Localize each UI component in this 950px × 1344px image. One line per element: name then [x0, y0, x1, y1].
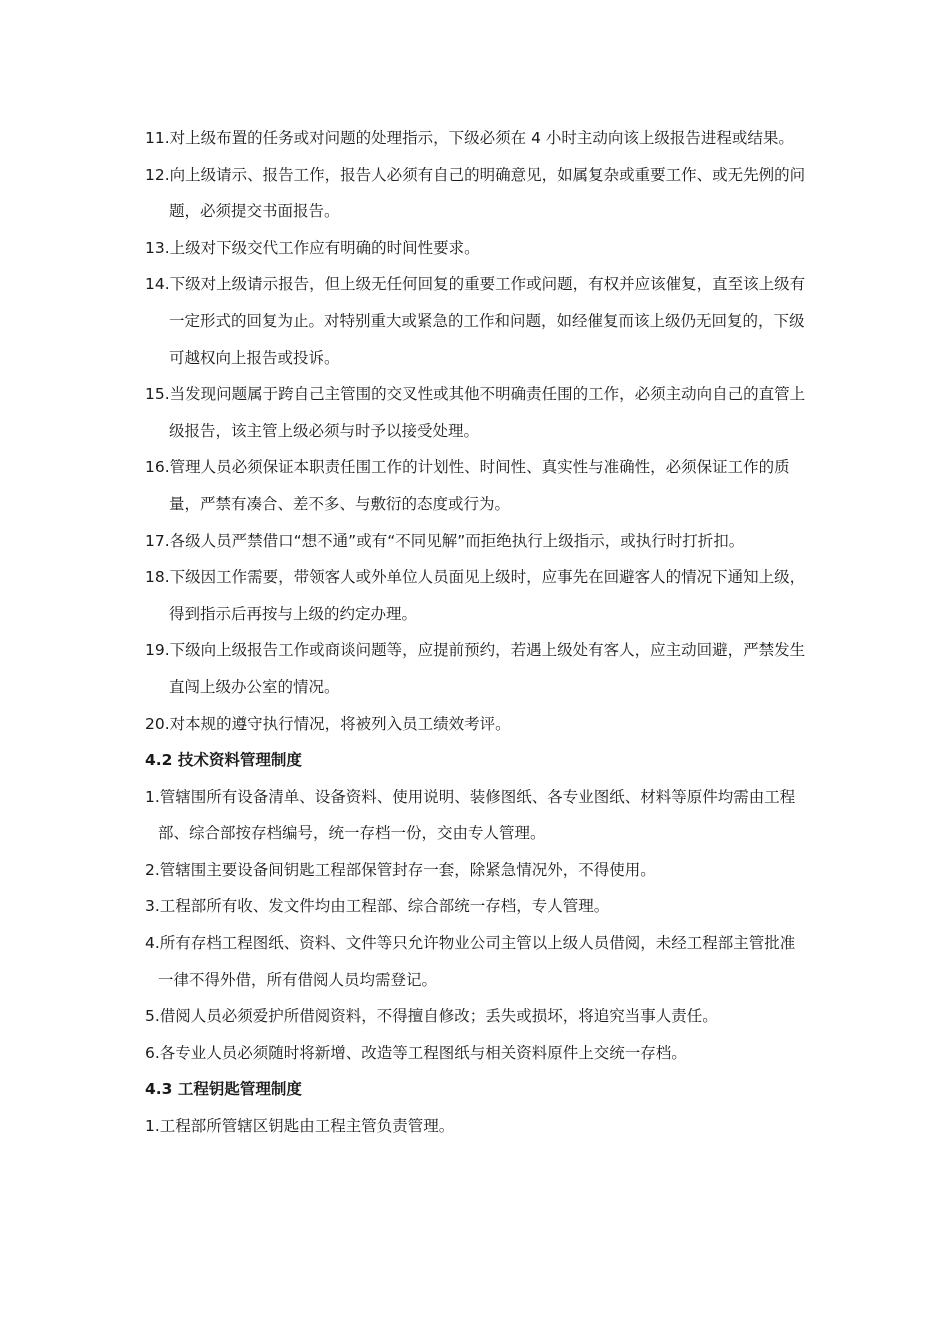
item-text: 对本规的遵守执行情况，将被列入员工绩效考评。 [169, 714, 511, 733]
item-text: 上级对下级交代工作应有明确的时间性要求。 [169, 238, 480, 257]
rules-list-technical-docs [145, 779, 810, 1072]
item-number: 6. [145, 1043, 160, 1062]
item-text: 当发现问题属于跨自己主管围的交叉性或其他不明确责任围的工作，必须主动向自己的直管上级报告，该主管上级必须与时予以接受处理。 [169, 385, 806, 440]
document-body [145, 120, 810, 1145]
item-text: 向上级请示、报告工作，报告人必须有自己的明确意见，如属复杂或重要工作、或无先例的问题，必须提交书面报告。 [169, 165, 806, 221]
rules-list-communication [145, 120, 810, 742]
item-number: 1. [145, 787, 160, 806]
section-heading-technical-docs: 4.2 技术资料管理制度 [145, 751, 302, 770]
item-text: 下级向上级报告工作或商谈问题等，应提前预约，若遇上级处有客人，应主动回避，严禁发生直闯上级办公室的情况。 [169, 641, 806, 696]
list-item [145, 230, 810, 267]
item-number: 15. [145, 385, 170, 404]
item-number: 4. [145, 934, 160, 953]
list-item [145, 376, 810, 449]
item-number: 11. [145, 129, 170, 147]
list-item [145, 779, 810, 852]
item-number: 12. [145, 165, 170, 184]
item-number: 17. [145, 531, 170, 550]
list-item [145, 449, 810, 522]
item-number: 3. [145, 897, 160, 916]
list-item [145, 998, 810, 1035]
item-text: 各专业人员必须随时将新增、改造等工程图纸与相关资料原件上交统一存档。 [159, 1043, 687, 1062]
list-item [145, 523, 810, 560]
item-number: 2. [145, 860, 160, 879]
item-text: 下级对上级请示报告，但上级无任何回复的重要工作或问题，有权并应该催复，直至该上级有一定形式的回复为止。对特别重大或紧急的工作和问题，如经催复而该上级仍无回复的，下级可越权向上报告或投诉。 [169, 275, 806, 367]
rules-list-keys [145, 1108, 810, 1145]
item-number: 13. [145, 238, 170, 257]
item-text: 所有存档工程图纸、资料、文件等只允许物业公司主管以上级人员借阅，未经工程部主管批准一律不得外借，所有借阅人员均需登记。 [158, 934, 796, 989]
list-item [145, 1108, 810, 1145]
item-text: 各级人员严禁借口“想不通”或有“不同见解”而拒绝执行上级指示，或执行时打折扣。 [169, 531, 745, 550]
list-item [145, 120, 810, 157]
item-number: 20. [145, 714, 170, 733]
item-text: 下级因工作需要，带领客人或外单位人员面见上级时，应事先在回避客人的情况下通知上级，得到指示后再按与上级的约定办理。 [169, 568, 806, 623]
item-text: 工程部所管辖区钥匙由工程主管负责管理。 [159, 1117, 455, 1136]
item-text: 工程部所有收、发文件均由工程部、综合部统一存档，专人管理。 [159, 897, 610, 916]
list-item [145, 266, 810, 376]
list-item [145, 559, 810, 632]
list-item [145, 632, 810, 705]
item-text: 管理人员必须保证本职责任围工作的计划性、时间性、真实性与准确性，必须保证工作的质量，严禁有凑合、差不多、与敷衍的态度或行为。 [169, 458, 790, 513]
list-item [145, 925, 810, 998]
list-item [145, 888, 810, 925]
item-number: 19. [145, 641, 170, 660]
list-item [145, 852, 810, 889]
item-number: 16. [145, 458, 170, 477]
item-text: 管辖围所有设备清单、设备资料、使用说明、装修图纸、各专业图纸、材料等原件均需由工程部、综合部按存档编号，统一存档一份，交由专人管理。 [158, 787, 796, 843]
item-number: 5. [145, 1007, 160, 1026]
list-item [145, 1035, 810, 1072]
item-number: 18. [145, 568, 170, 587]
item-number: 1. [145, 1117, 160, 1136]
item-text: 管辖围主要设备间钥匙工程部保管封存一套，除紧急情况外，不得使用。 [159, 860, 656, 879]
item-number: 14. [145, 275, 170, 294]
section-heading-keys: 4.3 工程钥匙管理制度 [145, 1080, 302, 1099]
list-item [145, 157, 810, 230]
list-item [145, 706, 810, 743]
item-text: 借阅人员必须爱护所借阅资料，不得擅自修改；丢失或损坏，将追究当事人责任。 [159, 1007, 718, 1026]
item-text: 对上级布置的任务或对问题的处理指示，下级必须在 4 小时主动向该上级报告进程或结果。 [169, 129, 794, 147]
